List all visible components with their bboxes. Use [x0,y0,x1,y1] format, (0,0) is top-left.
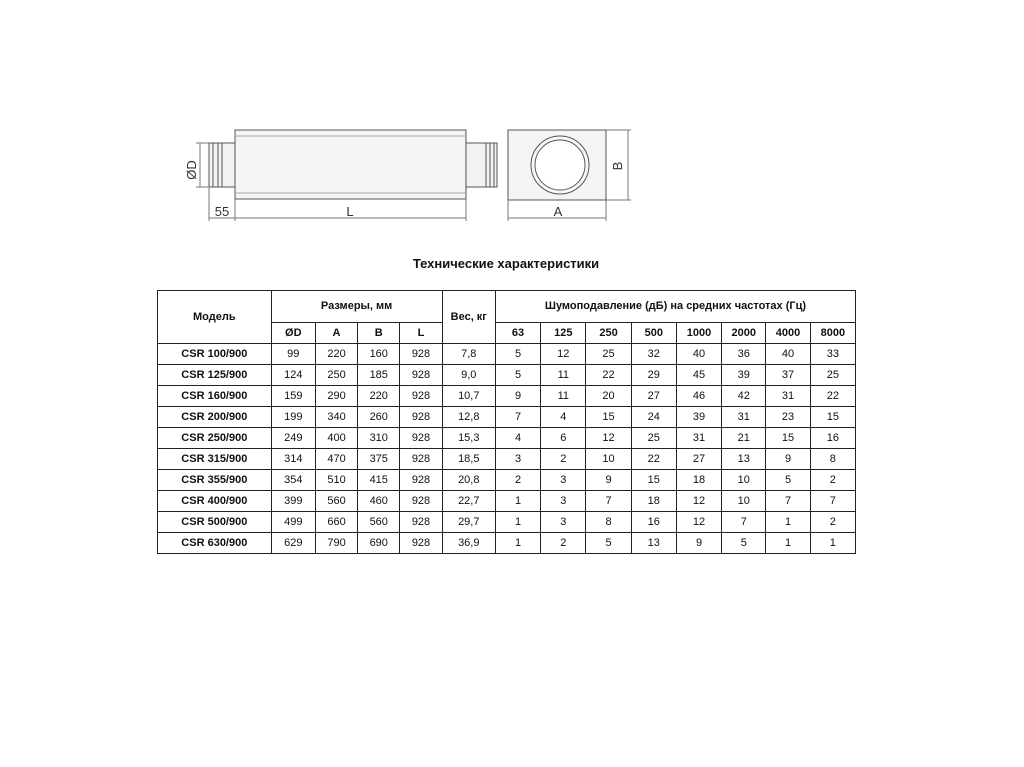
table-cell: 2 [495,470,540,491]
table-cell: 15 [766,428,810,449]
table-cell: 690 [358,533,400,554]
weight-header: Вес, кг [442,291,495,344]
frequency-column-header: 2000 [722,323,766,344]
table-cell: 31 [676,428,721,449]
table-row [158,344,856,365]
table-cell: 39 [722,365,766,386]
table-cell: 10,7 [442,386,495,407]
table-cell: 20 [586,386,631,407]
frequency-column-header: 8000 [810,323,855,344]
table-cell: 40 [766,344,810,365]
table-cell: 5 [495,344,540,365]
table-cell: 45 [676,365,721,386]
table-cell: 2 [810,470,855,491]
table-cell: 220 [315,344,357,365]
table-cell: 1 [495,512,540,533]
table-cell: 42 [722,386,766,407]
model-cell: CSR 500/900 [158,512,272,533]
table-cell: 29 [631,365,676,386]
table-cell: 21 [722,428,766,449]
model-cell: CSR 250/900 [158,428,272,449]
frequency-column-header: 4000 [766,323,810,344]
table-cell: 199 [271,407,315,428]
table-cell: 9 [586,470,631,491]
table-cell: 15 [631,470,676,491]
table-cell: 2 [541,449,586,470]
table-cell: 25 [631,428,676,449]
table-cell: 40 [676,344,721,365]
table-cell: 560 [315,491,357,512]
table-cell: 928 [400,470,442,491]
frequency-column-header: 125 [541,323,586,344]
collar-length-label: 55 [214,204,230,219]
table-cell: 22 [586,365,631,386]
table-cell: 7 [810,491,855,512]
table-row [158,449,856,470]
table-cell: 15 [586,407,631,428]
table-cell: 1 [810,533,855,554]
table-row [158,428,856,449]
table-cell: 5 [495,365,540,386]
table-cell: 23 [766,407,810,428]
table-cell: 16 [810,428,855,449]
table-cell: 400 [315,428,357,449]
table-cell: 1 [495,533,540,554]
table-cell: 31 [722,407,766,428]
noise-header: Шумоподавление (дБ) на средних частотах (Гц) [495,291,855,323]
table-cell: 354 [271,470,315,491]
table-cell: 928 [400,512,442,533]
frequency-column-header: 500 [631,323,676,344]
specs-table [157,290,856,554]
table-cell: 39 [676,407,721,428]
width-label: A [553,204,563,219]
table-cell: 5 [766,470,810,491]
table-cell: 928 [400,365,442,386]
dimension-column-header: L [400,323,442,344]
table-cell: 928 [400,386,442,407]
table-cell: 22 [631,449,676,470]
table-cell: 4 [541,407,586,428]
table-cell: 7 [766,491,810,512]
table-cell: 314 [271,449,315,470]
frequency-column-header: 63 [495,323,540,344]
dimensions-header: Размеры, мм [271,291,442,323]
table-cell: 9,0 [442,365,495,386]
table-cell: 9 [676,533,721,554]
table-cell: 7 [495,407,540,428]
table-cell: 1 [766,533,810,554]
table-cell: 7,8 [442,344,495,365]
model-cell: CSR 100/900 [158,344,272,365]
diameter-label: ØD [184,160,199,180]
table-cell: 3 [541,491,586,512]
table-cell: 510 [315,470,357,491]
table-cell: 499 [271,512,315,533]
technical-drawing [0,0,1024,260]
height-label: B [610,161,625,171]
table-cell: 560 [358,512,400,533]
table-cell: 31 [766,386,810,407]
table-cell: 8 [810,449,855,470]
table-cell: 249 [271,428,315,449]
table-cell: 16 [631,512,676,533]
table-cell: 33 [810,344,855,365]
table-cell: 415 [358,470,400,491]
table-cell: 36,9 [442,533,495,554]
table-cell: 629 [271,533,315,554]
table-cell: 9 [495,386,540,407]
table-cell: 24 [631,407,676,428]
table-cell: 10 [722,470,766,491]
table-cell: 185 [358,365,400,386]
table-cell: 159 [271,386,315,407]
table-body [158,344,856,554]
table-cell: 1 [495,491,540,512]
dimension-column-header: ØD [271,323,315,344]
table-cell: 6 [541,428,586,449]
table-cell: 250 [315,365,357,386]
table-cell: 1 [766,512,810,533]
table-cell: 260 [358,407,400,428]
dimension-column-header: B [358,323,400,344]
model-cell: CSR 630/900 [158,533,272,554]
frequency-column-header: 1000 [676,323,721,344]
model-cell: CSR 355/900 [158,470,272,491]
table-cell: 460 [358,491,400,512]
table-cell: 160 [358,344,400,365]
table-cell: 3 [541,512,586,533]
table-cell: 29,7 [442,512,495,533]
table-cell: 928 [400,491,442,512]
table-cell: 12 [676,512,721,533]
table-cell: 27 [631,386,676,407]
table-cell: 20,8 [442,470,495,491]
table-cell: 7 [722,512,766,533]
table-cell: 4 [495,428,540,449]
table-cell: 470 [315,449,357,470]
table-cell: 18,5 [442,449,495,470]
table-cell: 928 [400,344,442,365]
dimension-column-header: A [315,323,357,344]
table-cell: 790 [315,533,357,554]
table-cell: 10 [722,491,766,512]
table-cell: 660 [315,512,357,533]
table-cell: 3 [541,470,586,491]
table-row [158,386,856,407]
table-cell: 928 [400,533,442,554]
table-cell: 11 [541,365,586,386]
model-header: Модель [158,291,272,344]
table-cell: 46 [676,386,721,407]
table-cell: 12,8 [442,407,495,428]
table-cell: 375 [358,449,400,470]
table-cell: 10 [586,449,631,470]
table-cell: 220 [358,386,400,407]
table-cell: 99 [271,344,315,365]
model-cell: CSR 400/900 [158,491,272,512]
frequency-column-header: 250 [586,323,631,344]
model-cell: CSR 125/900 [158,365,272,386]
table-row [158,491,856,512]
table-cell: 15,3 [442,428,495,449]
table-cell: 5 [586,533,631,554]
table-cell: 928 [400,407,442,428]
table-cell: 399 [271,491,315,512]
table-row [158,512,856,533]
table-cell: 7 [586,491,631,512]
table-cell: 18 [676,470,721,491]
table-cell: 13 [631,533,676,554]
model-cell: CSR 315/900 [158,449,272,470]
model-cell: CSR 200/900 [158,407,272,428]
section-title: Технические характеристики [412,256,600,271]
table-cell: 36 [722,344,766,365]
table-cell: 22,7 [442,491,495,512]
table-cell: 27 [676,449,721,470]
table-cell: 18 [631,491,676,512]
table-cell: 928 [400,449,442,470]
table-row [158,407,856,428]
table-cell: 32 [631,344,676,365]
table-cell: 13 [722,449,766,470]
model-cell: CSR 160/900 [158,386,272,407]
table-cell: 928 [400,428,442,449]
table-cell: 12 [586,428,631,449]
table-cell: 25 [810,365,855,386]
body-length-label: L [346,204,354,219]
table-cell: 22 [810,386,855,407]
table-cell: 12 [541,344,586,365]
table-cell: 25 [586,344,631,365]
table-cell: 12 [676,491,721,512]
table-cell: 2 [541,533,586,554]
table-cell: 310 [358,428,400,449]
table-row [158,365,856,386]
table-cell: 340 [315,407,357,428]
table-row [158,470,856,491]
table-cell: 2 [810,512,855,533]
table-cell: 5 [722,533,766,554]
silencer-front-view [508,130,631,221]
table-cell: 15 [810,407,855,428]
table-cell: 9 [766,449,810,470]
table-cell: 290 [315,386,357,407]
table-row [158,533,856,554]
table-cell: 8 [586,512,631,533]
table-cell: 11 [541,386,586,407]
table-cell: 124 [271,365,315,386]
table-cell: 37 [766,365,810,386]
table-cell: 3 [495,449,540,470]
